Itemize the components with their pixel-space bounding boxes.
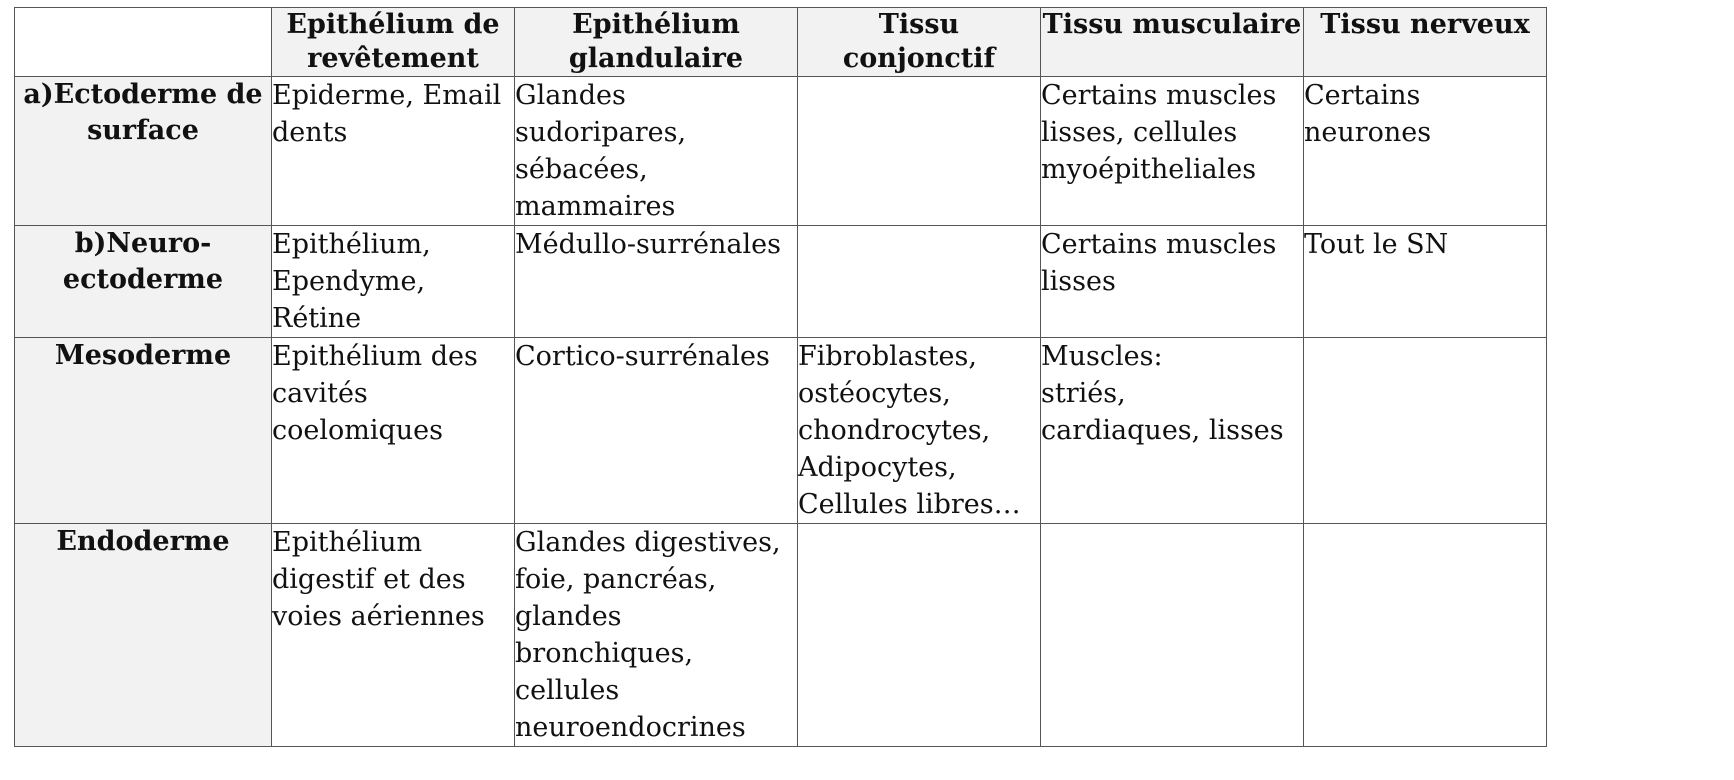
cell-text-line: Epiderme, Email	[272, 80, 502, 111]
row-header-ectoderme-surface: a)Ectoderme de surface	[15, 77, 272, 226]
cell-text-line: Fibroblastes,	[798, 341, 977, 372]
col-header-tissu-musculaire: Tissu musculaire	[1041, 8, 1304, 77]
cell-text-line: myoépitheliales	[1041, 154, 1257, 185]
table-cell	[1304, 77, 1547, 226]
table-row-neuro-ectoderme	[15, 226, 1547, 338]
embryology-tissue-table	[14, 7, 1547, 747]
col-header-tissu-nerveux: Tissu nerveux	[1304, 8, 1547, 77]
cell-text-line: Tout le SN	[1304, 229, 1449, 260]
cell-text-line: foie, pancréas,	[515, 564, 717, 595]
cell-text-line: Ependyme,	[272, 266, 426, 297]
col-header-tissu-conjonctif: Tissu conjonctif	[798, 8, 1041, 77]
cell-text-line: Certains	[1304, 80, 1421, 111]
cell-text-line: glandes	[515, 601, 622, 632]
cell-text-line: Epithélium	[272, 527, 423, 558]
table-row-ectoderme-surface	[15, 77, 1547, 226]
row-header-endoderme: Endoderme	[15, 524, 272, 747]
cell-text-line: cellules	[515, 675, 620, 706]
row-header-neuro-ectoderme: b)Neuro-ectoderme	[15, 226, 272, 338]
table-cell	[515, 338, 798, 524]
cell-text-line: Glandes digestives,	[515, 527, 781, 558]
cell-text-line: neurones	[1304, 117, 1432, 148]
table-cell	[798, 524, 1041, 747]
table-cell	[1041, 338, 1304, 524]
cell-text-line: sébacées,	[515, 154, 648, 185]
table-cell	[515, 77, 798, 226]
cell-text-line: dents	[272, 117, 348, 148]
row-header-mesoderme: Mesoderme	[15, 338, 272, 524]
cell-text-line: Médullo-surrénales	[515, 229, 781, 260]
table-row-endoderme	[15, 524, 1547, 747]
table-cell	[1041, 77, 1304, 226]
cell-text-line: lisses, cellules	[1041, 117, 1238, 148]
table-cell	[1041, 524, 1304, 747]
table-cell	[1304, 226, 1547, 338]
cell-text-line: Cortico-surrénales	[515, 341, 770, 372]
cell-text-line: sudoripares,	[515, 117, 687, 148]
cell-text-line: Cellules libres…	[798, 489, 1021, 520]
cell-text-line: digestif et des	[272, 564, 466, 595]
cell-text-line: lisses	[1041, 266, 1116, 297]
col-header-epithelium-glandulaire: Epithélium glandulaire	[515, 8, 798, 77]
cell-text-line: Muscles:	[1041, 341, 1163, 372]
table-cell	[272, 524, 515, 747]
header-row	[15, 8, 1547, 77]
table-cell	[272, 226, 515, 338]
table-cell	[798, 338, 1041, 524]
cell-text-line: coelomiques	[272, 415, 443, 446]
cell-text-line: ostéocytes,	[798, 378, 951, 409]
table-cell	[1304, 524, 1547, 747]
table-cell	[272, 338, 515, 524]
table-row-mesoderme	[15, 338, 1547, 524]
cell-text-line: cardiaques, lisses	[1041, 415, 1284, 446]
col-header-epithelium-revetement: Epithélium de revêtement	[272, 8, 515, 77]
corner-cell	[15, 8, 272, 77]
cell-text-line: mammaires	[515, 191, 676, 222]
table-cell	[1041, 226, 1304, 338]
cell-text-line: chondrocytes,	[798, 415, 991, 446]
cell-text-line: bronchiques,	[515, 638, 694, 669]
cell-text-line: Glandes	[515, 80, 626, 111]
cell-text-line: voies aériennes	[272, 601, 485, 632]
cell-text-line: neuroendocrines	[515, 712, 746, 743]
table-cell	[272, 77, 515, 226]
cell-text-line: Epithélium,	[272, 229, 431, 260]
cell-text-line: Rétine	[272, 303, 362, 334]
table-cell	[1304, 338, 1547, 524]
table-cell	[798, 77, 1041, 226]
cell-text-line: Certains muscles	[1041, 229, 1277, 260]
cell-text-line: Epithélium des	[272, 341, 478, 372]
cell-text-line: Certains muscles	[1041, 80, 1277, 111]
cell-text-line: cavités	[272, 378, 368, 409]
table-cell	[798, 226, 1041, 338]
table-cell	[515, 226, 798, 338]
cell-text-line: striés,	[1041, 378, 1126, 409]
table-cell	[515, 524, 798, 747]
cell-text-line: Adipocytes,	[798, 452, 957, 483]
